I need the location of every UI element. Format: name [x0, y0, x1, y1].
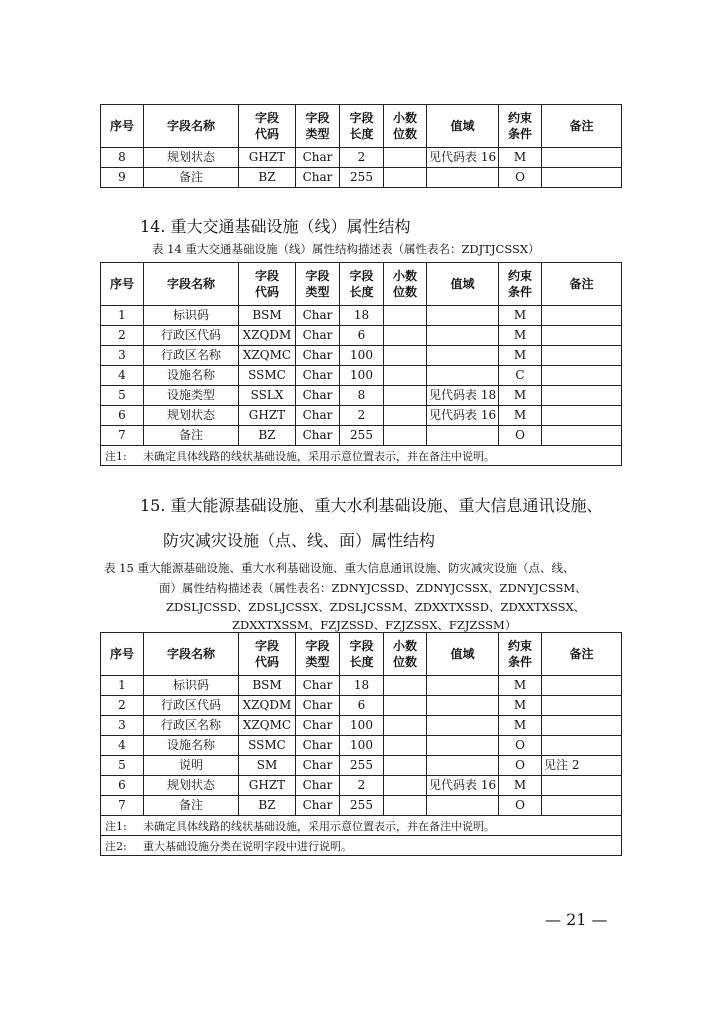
decimal-cell	[384, 756, 427, 776]
decimal-cell	[384, 168, 427, 188]
field-length-cell: 6	[340, 326, 384, 346]
header-field-code-cell: 字段 代码	[239, 633, 296, 676]
section-15-heading-line2: 防灾减灾设施（点、线、面）属性结构	[163, 531, 436, 550]
remark-cell	[542, 346, 622, 366]
constraint-cell: M	[499, 386, 542, 406]
field-code-cell: SM	[239, 756, 296, 776]
decimal-cell	[384, 306, 427, 326]
field-length-cell: 255	[340, 168, 384, 188]
decimal-cell	[384, 148, 427, 168]
value-domain-cell	[427, 426, 499, 446]
field-type-cell: Char	[296, 776, 340, 796]
field-name-cell: 标识码	[144, 306, 239, 326]
table-row	[101, 386, 622, 406]
decimal-cell	[384, 676, 427, 696]
header-decimal-cell: 小数 位数	[384, 263, 427, 306]
table-note-row	[101, 836, 622, 856]
decimal-cell	[384, 426, 427, 446]
table-row	[101, 306, 622, 326]
field-name-cell: 标识码	[144, 676, 239, 696]
value-domain-cell: 见代码表 16	[427, 406, 499, 426]
note-text: 未确定具体线路的线状基础设施，采用示意位置表示，并在备注中说明。	[143, 819, 495, 833]
note-text: 未确定具体线路的线状基础设施，采用示意位置表示，并在备注中说明。	[143, 449, 495, 463]
field-length-cell: 2	[340, 406, 384, 426]
table-15	[100, 632, 622, 856]
field-name-cell: 设施名称	[144, 366, 239, 386]
header-field-name-cell: 字段名称	[144, 105, 239, 148]
field-type-cell: Char	[296, 796, 340, 816]
header-remark-cell: 备注	[542, 633, 622, 676]
table-row	[101, 776, 622, 796]
decimal-cell	[384, 736, 427, 756]
constraint-cell: O	[499, 756, 542, 776]
value-domain-cell	[427, 796, 499, 816]
field-code-cell: XZQDM	[239, 326, 296, 346]
constraint-cell: M	[499, 406, 542, 426]
header-row	[101, 105, 622, 148]
value-domain-cell: 见代码表 16	[427, 776, 499, 796]
field-name-cell: 行政区代码	[144, 326, 239, 346]
header-value-domain-cell: 值域	[427, 263, 499, 306]
table-row	[101, 168, 622, 188]
constraint-cell: M	[499, 676, 542, 696]
table-row	[101, 366, 622, 386]
header-remark-cell: 备注	[542, 263, 622, 306]
value-domain-cell	[427, 716, 499, 736]
note-label: 注1:	[105, 449, 127, 463]
field-type-cell: Char	[296, 326, 340, 346]
header-constraint-cell: 约束 条件	[499, 633, 542, 676]
field-name-cell: 行政区名称	[144, 346, 239, 366]
decimal-cell	[384, 776, 427, 796]
table-row	[101, 426, 622, 446]
field-name-cell: 说明	[144, 756, 239, 776]
remark-cell	[542, 386, 622, 406]
value-domain-cell	[427, 168, 499, 188]
decimal-cell	[384, 406, 427, 426]
constraint-cell: O	[499, 168, 542, 188]
remark-cell	[542, 426, 622, 446]
header-value-domain-cell: 值域	[427, 633, 499, 676]
field-name-cell: 备注	[144, 796, 239, 816]
field-length-cell: 18	[340, 306, 384, 326]
decimal-cell	[384, 716, 427, 736]
table-note	[101, 446, 622, 466]
field-name-cell: 设施类型	[144, 386, 239, 406]
header-field-name-cell: 字段名称	[144, 633, 239, 676]
field-length-cell: 255	[340, 756, 384, 776]
field-type-cell: Char	[296, 756, 340, 776]
field-name-cell: 规划状态	[144, 406, 239, 426]
field-code-cell: SSMC	[239, 736, 296, 756]
header-field-type-cell: 字段 类型	[296, 633, 340, 676]
header-field-name-cell: 字段名称	[144, 263, 239, 306]
table-row	[101, 716, 622, 736]
remark-cell	[542, 406, 622, 426]
serial-cell: 8	[101, 148, 144, 168]
field-code-cell: GHZT	[239, 406, 296, 426]
header-decimal-cell: 小数 位数	[384, 633, 427, 676]
constraint-cell: M	[499, 148, 542, 168]
field-type-cell: Char	[296, 736, 340, 756]
header-constraint-cell: 约束 条件	[499, 263, 542, 306]
field-type-cell: Char	[296, 346, 340, 366]
serial-cell: 1	[101, 306, 144, 326]
field-type-cell: Char	[296, 676, 340, 696]
note-label: 注1:	[105, 819, 127, 833]
field-type-cell: Char	[296, 366, 340, 386]
note-text: 重大基础设施分类在说明字段中进行说明。	[143, 839, 352, 853]
field-type-cell: Char	[296, 168, 340, 188]
serial-cell: 6	[101, 776, 144, 796]
field-type-cell: Char	[296, 716, 340, 736]
field-type-cell: Char	[296, 426, 340, 446]
header-value-domain-cell: 值域	[427, 105, 499, 148]
field-length-cell: 6	[340, 696, 384, 716]
remark-cell	[542, 736, 622, 756]
table-note-row	[101, 446, 622, 466]
table-note	[101, 836, 622, 856]
decimal-cell	[384, 346, 427, 366]
field-length-cell: 100	[340, 366, 384, 386]
field-length-cell: 2	[340, 776, 384, 796]
field-code-cell: BSM	[239, 676, 296, 696]
serial-cell: 6	[101, 406, 144, 426]
field-code-cell: XZQDM	[239, 696, 296, 716]
table-15-caption-line2: 面）属性结构描述表（属性表名：ZDNYJCSSD、ZDNYJCSSX、ZDNYJCSSM、	[159, 581, 587, 595]
page-number: — 21 —	[545, 910, 608, 929]
table-row	[101, 756, 622, 776]
table-15-caption-line4: ZDXXTXSSM、FZJZSSD、FZJZSSX、FZJZSSM）	[232, 618, 517, 632]
constraint-cell: M	[499, 346, 542, 366]
note-label: 注2:	[105, 839, 127, 853]
section-14-heading: 14. 重大交通基础设施（线）属性结构	[140, 217, 411, 236]
remark-cell	[542, 148, 622, 168]
field-length-cell: 100	[340, 346, 384, 366]
header-field-type-cell: 字段 类型	[296, 105, 340, 148]
field-type-cell: Char	[296, 386, 340, 406]
decimal-cell	[384, 386, 427, 406]
header-constraint-cell: 约束 条件	[499, 105, 542, 148]
serial-cell: 2	[101, 696, 144, 716]
remark-cell	[542, 366, 622, 386]
decimal-cell	[384, 696, 427, 716]
field-code-cell: GHZT	[239, 148, 296, 168]
remark-cell	[542, 796, 622, 816]
constraint-cell: M	[499, 716, 542, 736]
table-row	[101, 148, 622, 168]
value-domain-cell	[427, 736, 499, 756]
header-field-length-cell: 字段 长度	[340, 263, 384, 306]
field-type-cell: Char	[296, 406, 340, 426]
value-domain-cell	[427, 306, 499, 326]
constraint-cell: M	[499, 696, 542, 716]
value-domain-cell: 见代码表 18	[427, 386, 499, 406]
header-decimal-cell: 小数 位数	[384, 105, 427, 148]
value-domain-cell	[427, 696, 499, 716]
table-row	[101, 326, 622, 346]
serial-cell: 2	[101, 326, 144, 346]
header-serial-cell: 序号	[101, 105, 144, 148]
remark-cell	[542, 306, 622, 326]
serial-cell: 3	[101, 346, 144, 366]
decimal-cell	[384, 366, 427, 386]
header-field-length-cell: 字段 长度	[340, 105, 384, 148]
value-domain-cell	[427, 756, 499, 776]
field-code-cell: BZ	[239, 426, 296, 446]
header-field-code-cell: 字段 代码	[239, 263, 296, 306]
constraint-cell: O	[499, 736, 542, 756]
serial-cell: 1	[101, 676, 144, 696]
table-15-caption-line3: ZDSLJCSSD、ZDSLJCSSX、ZDSLJCSSM、ZDXXTXSSD、ZDXXTXSSX、	[166, 600, 586, 614]
field-code-cell: XZQMC	[239, 346, 296, 366]
header-serial-cell: 序号	[101, 633, 144, 676]
value-domain-cell: 见代码表 16	[427, 148, 499, 168]
remark-cell	[542, 326, 622, 346]
remark-cell	[542, 716, 622, 736]
table-row	[101, 406, 622, 426]
header-serial-cell: 序号	[101, 263, 144, 306]
field-code-cell: BZ	[239, 796, 296, 816]
remark-cell	[542, 776, 622, 796]
table-continued	[100, 104, 622, 188]
value-domain-cell	[427, 346, 499, 366]
serial-cell: 4	[101, 366, 144, 386]
remark-cell: 见注 2	[542, 756, 622, 776]
serial-cell: 7	[101, 796, 144, 816]
table-14	[100, 262, 622, 466]
field-length-cell: 255	[340, 426, 384, 446]
table-note	[101, 816, 622, 836]
field-name-cell: 设施名称	[144, 736, 239, 756]
remark-cell	[542, 696, 622, 716]
decimal-cell	[384, 796, 427, 816]
table-row	[101, 796, 622, 816]
field-code-cell: XZQMC	[239, 716, 296, 736]
serial-cell: 7	[101, 426, 144, 446]
field-name-cell: 备注	[144, 168, 239, 188]
value-domain-cell	[427, 326, 499, 346]
constraint-cell: M	[499, 326, 542, 346]
table-15-caption-line1: 表 15 重大能源基础设施、重大水利基础设施、重大信息通讯设施、防灾减灾设施（点、线、	[104, 561, 575, 575]
header-row	[101, 633, 622, 676]
field-name-cell: 备注	[144, 426, 239, 446]
field-type-cell: Char	[296, 306, 340, 326]
header-field-type-cell: 字段 类型	[296, 263, 340, 306]
constraint-cell: M	[499, 306, 542, 326]
table-row	[101, 346, 622, 366]
field-code-cell: SSLX	[239, 386, 296, 406]
constraint-cell: O	[499, 426, 542, 446]
constraint-cell: O	[499, 796, 542, 816]
field-type-cell: Char	[296, 148, 340, 168]
field-type-cell: Char	[296, 696, 340, 716]
table-row	[101, 736, 622, 756]
field-length-cell: 18	[340, 676, 384, 696]
table-row	[101, 676, 622, 696]
constraint-cell: M	[499, 776, 542, 796]
field-code-cell: BSM	[239, 306, 296, 326]
field-name-cell: 行政区名称	[144, 716, 239, 736]
header-field-length-cell: 字段 长度	[340, 633, 384, 676]
serial-cell: 3	[101, 716, 144, 736]
remark-cell	[542, 676, 622, 696]
header-remark-cell: 备注	[542, 105, 622, 148]
serial-cell: 4	[101, 736, 144, 756]
field-name-cell: 规划状态	[144, 148, 239, 168]
field-length-cell: 100	[340, 736, 384, 756]
field-name-cell: 规划状态	[144, 776, 239, 796]
serial-cell: 5	[101, 756, 144, 776]
field-name-cell: 行政区代码	[144, 696, 239, 716]
serial-cell: 9	[101, 168, 144, 188]
remark-cell	[542, 168, 622, 188]
header-field-code-cell: 字段 代码	[239, 105, 296, 148]
field-code-cell: BZ	[239, 168, 296, 188]
field-code-cell: SSMC	[239, 366, 296, 386]
field-length-cell: 100	[340, 716, 384, 736]
table-14-caption: 表 14 重大交通基础设施（线）属性结构描述表（属性表名：ZDJTJCSSX）	[152, 242, 540, 256]
table-row	[101, 696, 622, 716]
section-15-heading-line1: 15. 重大能源基础设施、重大水利基础设施、重大信息通讯设施、	[140, 496, 603, 515]
decimal-cell	[384, 326, 427, 346]
constraint-cell: C	[499, 366, 542, 386]
serial-cell: 5	[101, 386, 144, 406]
value-domain-cell	[427, 676, 499, 696]
field-length-cell: 8	[340, 386, 384, 406]
table-note-row	[101, 816, 622, 836]
field-length-cell: 2	[340, 148, 384, 168]
field-code-cell: GHZT	[239, 776, 296, 796]
value-domain-cell	[427, 366, 499, 386]
field-length-cell: 255	[340, 796, 384, 816]
header-row	[101, 263, 622, 306]
